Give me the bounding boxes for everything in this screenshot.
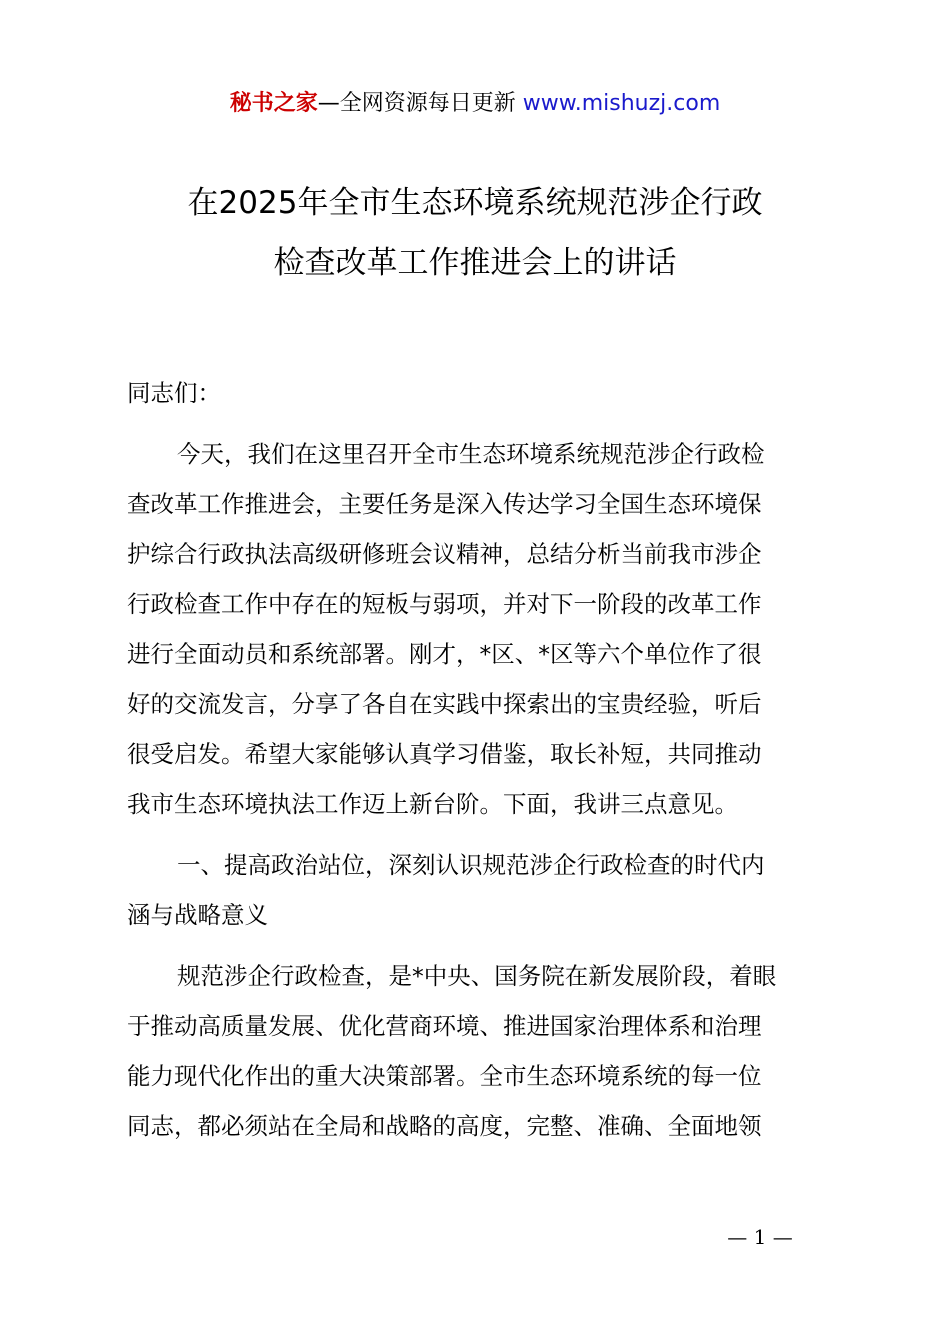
paragraph-line: 能力现代化作出的重大决策部署。全市生态环境系统的每一位 bbox=[127, 1062, 762, 1090]
paragraph bbox=[127, 951, 833, 1151]
paragraph-line: 同志，都必须站在全局和战略的高度，完整、准确、全面地领 bbox=[127, 1112, 762, 1140]
document-body bbox=[127, 368, 833, 1151]
section-heading bbox=[127, 840, 833, 940]
document-title bbox=[0, 180, 950, 287]
paragraph-line: 今天，我们在这里召开全市生态环境系统规范涉企行政检 bbox=[177, 440, 765, 468]
site-tagline: —全网资源每日更新 bbox=[317, 91, 516, 116]
paragraph-line: 进行全面动员和系统部署。刚才，*区、*区等六个单位作了很 bbox=[127, 640, 762, 668]
paragraph bbox=[127, 429, 833, 829]
paragraph-line: 好的交流发言，分享了各自在实践中探索出的宝贵经验，听后 bbox=[127, 690, 762, 718]
site-url-link[interactable]: www.mishuzj.com bbox=[522, 91, 721, 116]
heading-line: 一、提高政治站位，深刻认识规范涉企行政检查的时代内 bbox=[177, 851, 765, 879]
heading-line: 涵与战略意义 bbox=[127, 901, 268, 929]
paragraph-line: 我市生态环境执法工作迈上新台阶。下面，我讲三点意见。 bbox=[127, 790, 738, 818]
paragraph-line: 规范涉企行政检查，是*中央、国务院在新发展阶段，着眼 bbox=[177, 962, 777, 990]
title-line: 在2025年全市生态环境系统规范涉企行政 bbox=[187, 185, 763, 221]
paragraph-line: 很受启发。希望大家能够认真学习借鉴，取长补短，共同推动 bbox=[127, 740, 762, 768]
paragraph-line: 行政检查工作中存在的短板与弱项，并对下一阶段的改革工作 bbox=[127, 590, 762, 618]
page-number: — 1 — bbox=[727, 1225, 793, 1249]
paragraph-line: 于推动高质量发展、优化营商环境、推进国家治理体系和治理 bbox=[127, 1012, 762, 1040]
salutation: 同志们： bbox=[127, 379, 221, 407]
title-line: 检查改革工作推进会上的讲话 bbox=[273, 245, 677, 281]
paragraph-line: 查改革工作推进会，主要任务是深入传达学习全国生态环境保 bbox=[127, 490, 762, 518]
site-header bbox=[0, 88, 950, 120]
paragraph-line: 护综合行政执法高级研修班会议精神，总结分析当前我市涉企 bbox=[127, 540, 762, 568]
site-brand: 秘书之家 bbox=[229, 91, 318, 116]
